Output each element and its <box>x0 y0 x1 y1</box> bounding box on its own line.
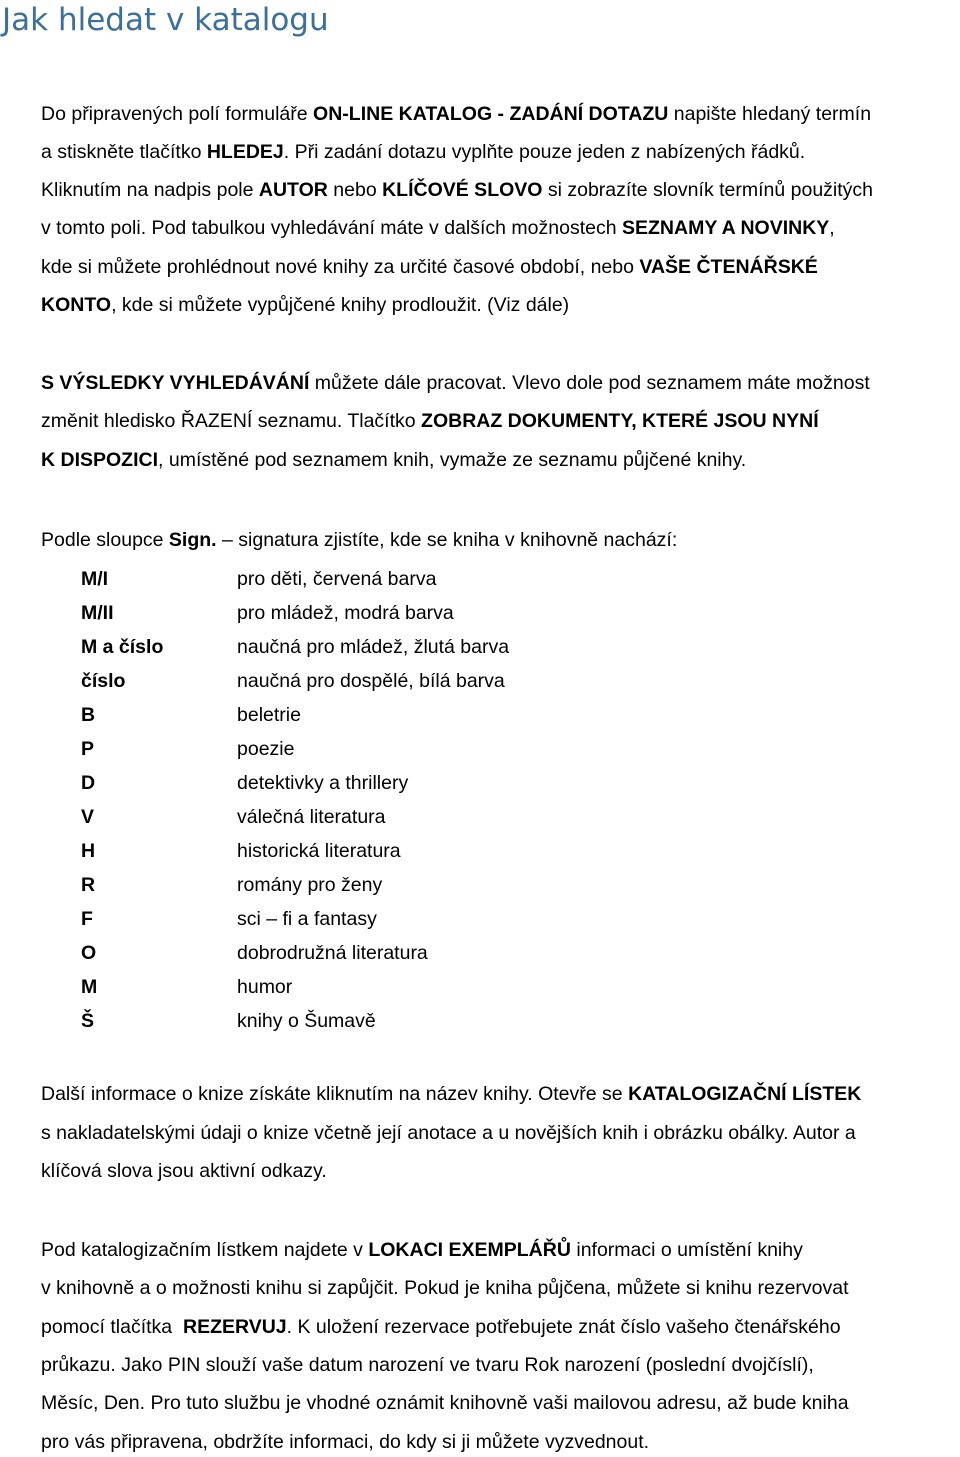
bold-term: AUTOR <box>258 179 328 201</box>
p5-line-5: Měsíc, Den. Pro tuto službu je vhodné oznámit knihovně vaši mailovou adresu, až bude kniha <box>41 1392 849 1414</box>
signature-code: P <box>81 738 95 760</box>
p4-line-3: klíčová slova jsou aktivní odkazy. <box>41 1160 327 1182</box>
signature-code: D <box>81 772 96 794</box>
page-title: Jak hledat v katalogu <box>2 2 329 38</box>
signature-desc: knihy o Šumavě <box>237 1010 376 1032</box>
text: kde si můžete prohlédnout nové knihy za určité časové období, nebo <box>41 256 640 278</box>
bold-term: LOKACI EXEMPLÁŘŮ <box>368 1239 571 1261</box>
signature-code: O <box>81 942 97 964</box>
p1-line-4 <box>41 214 835 242</box>
text: , umístěné pod seznamem knih, vymaže ze seznamu půjčené knihy. <box>158 449 747 471</box>
text: Další informace o knize získáte kliknutím na název knihy. Otevře se <box>41 1083 629 1105</box>
p5-line-3 <box>41 1313 841 1341</box>
signature-desc: romány pro ženy <box>237 874 383 896</box>
signature-desc: naučná pro dospělé, bílá barva <box>237 670 505 692</box>
text: informaci o umístění knihy <box>570 1239 803 1261</box>
text: v tomto poli. Pod tabulkou vyhledávání máte v dalších možnostech <box>41 217 622 239</box>
signature-code: M <box>81 976 98 998</box>
signature-code: R <box>81 874 96 896</box>
text: Do připravených polí formuláře <box>41 103 314 125</box>
text: Podle sloupce <box>41 529 169 551</box>
signature-code: M/II <box>81 602 114 624</box>
p1-line-1 <box>41 100 871 128</box>
bold-term: HLEDEJ <box>206 141 284 163</box>
signature-code: M/I <box>81 568 109 590</box>
signature-desc: poezie <box>237 738 295 760</box>
signature-code: B <box>81 704 96 726</box>
p3-line <box>41 526 677 554</box>
p2-line-1 <box>41 369 870 397</box>
signature-desc: detektivky a thrillery <box>237 772 409 794</box>
bold-term: VAŠE ČTENÁŘSKÉ <box>639 256 818 278</box>
text: pomocí tlačítka <box>41 1316 183 1338</box>
text: a stiskněte tlačítko <box>41 141 207 163</box>
signature-code: číslo <box>81 670 126 692</box>
signature-desc: válečná literatura <box>237 806 386 828</box>
text: . K uložení rezervace potřebujete znát číslo vašeho čtenářského <box>286 1316 841 1338</box>
p1-line-3 <box>41 176 873 204</box>
bold-term: K DISPOZICI <box>41 449 159 471</box>
text: můžete dále pracovat. Vlevo dole pod seznamem máte možnost <box>309 372 870 394</box>
bold-term: KLÍČOVÉ SLOVO <box>382 179 543 201</box>
p1-line-2 <box>41 138 805 166</box>
bold-term: Sign. <box>168 529 217 551</box>
p4-line-1 <box>41 1080 861 1108</box>
text: napište hledaný termín <box>668 103 872 125</box>
bold-term: ON-LINE KATALOG - ZADÁNÍ DOTAZU <box>313 103 669 125</box>
p5-line-4: průkazu. Jako PIN slouží vaše datum narození ve tvaru Rok narození (poslední dvojčíslí), <box>41 1354 814 1376</box>
text: nebo <box>327 179 383 201</box>
text: , <box>829 217 835 239</box>
signature-code: V <box>81 806 95 828</box>
bold-term: REZERVUJ <box>182 1316 287 1338</box>
p5-line-2: v knihovně a o možnosti knihu si zapůjčit. Pokud je kniha půjčena, můžete si knihu rezervovat <box>41 1277 849 1299</box>
p4-line-2: s nakladatelskými údaji o knize včetně její anotace a u novějších knih i obrázku obálky. Autor a <box>41 1122 856 1144</box>
signature-desc: sci – fi a fantasy <box>237 908 377 930</box>
text: si zobrazíte slovník termínů použitých <box>542 179 874 201</box>
text: změnit hledisko ŘAZENÍ seznamu. Tlačítko <box>41 410 422 432</box>
bold-term: SEZNAMY A NOVINKY <box>621 217 830 239</box>
p1-line-5 <box>41 253 818 281</box>
p2-line-3 <box>41 446 746 474</box>
signature-desc: dobrodružná literatura <box>237 942 428 964</box>
text: . Při zadání dotazu vyplňte pouze jeden z nabízených řádků. <box>283 141 806 163</box>
signature-desc: pro mládež, modrá barva <box>237 602 454 624</box>
text: – signatura zjistíte, kde se kniha v knihovně nachází: <box>216 529 678 551</box>
text: , kde si můžete vypůjčené knihy prodloužit. (Viz dále) <box>111 294 570 316</box>
text: Pod katalogizačním lístkem najdete v <box>41 1239 369 1261</box>
signature-code: Š <box>81 1010 95 1032</box>
signature-desc: humor <box>237 976 293 998</box>
bold-term: KONTO <box>41 294 112 316</box>
signature-code: M a číslo <box>81 636 164 658</box>
p5-line-6: pro vás připravena, obdržíte informaci, do kdy si ji můžete vyzvednout. <box>41 1431 650 1453</box>
p2-line-2 <box>41 407 819 435</box>
signature-desc: beletrie <box>237 704 301 726</box>
signature-desc: historická literatura <box>237 840 401 862</box>
bold-term: KATALOGIZAČNÍ LÍSTEK <box>628 1083 862 1105</box>
bold-term: ZOBRAZ DOKUMENTY, KTERÉ JSOU NYNÍ <box>421 410 819 432</box>
p5-line-1 <box>41 1236 803 1264</box>
text: Kliknutím na nadpis pole <box>41 179 259 201</box>
signature-desc: pro děti, červená barva <box>237 568 437 590</box>
bold-term: S VÝSLEDKY VYHLEDÁVÁNÍ <box>41 372 310 394</box>
signature-code: H <box>81 840 96 862</box>
signature-desc: naučná pro mládež, žlutá barva <box>237 636 510 658</box>
p1-line-6 <box>41 291 569 319</box>
signature-code: F <box>81 908 93 930</box>
